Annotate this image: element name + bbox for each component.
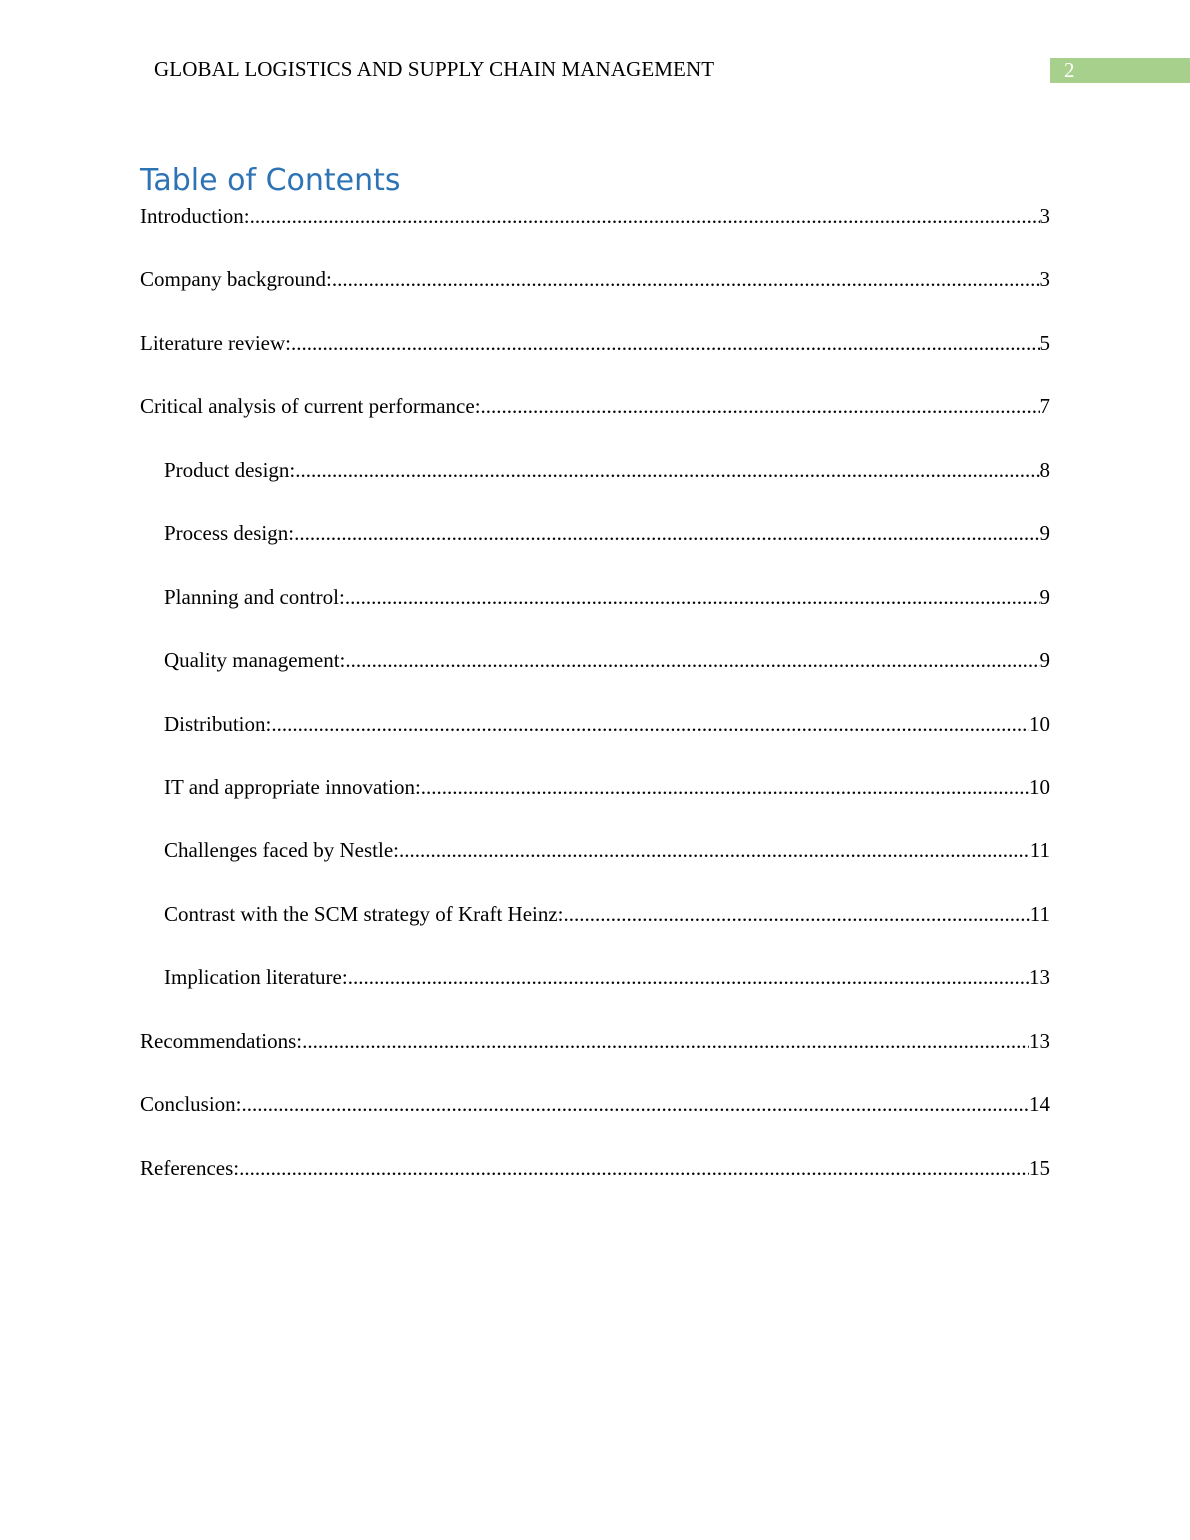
- toc-entry-label: References:: [140, 1155, 240, 1180]
- toc-entry-page: 9: [1039, 648, 1050, 673]
- toc-dot-leader: [302, 1025, 1029, 1057]
- toc-dot-leader: [481, 390, 1040, 422]
- toc-dot-leader: [564, 898, 1030, 930]
- toc-entry-label: Introduction:: [140, 204, 250, 228]
- toc-entry-introduction[interactable]: [140, 200, 1050, 263]
- toc-entry-page: 13: [1029, 965, 1050, 990]
- toc-entry-challenges-nestle[interactable]: [140, 834, 1050, 897]
- toc-entry-page: 5: [1039, 330, 1050, 355]
- toc-entry-page: 9: [1039, 584, 1050, 609]
- toc-entry-it-and-innovation[interactable]: [140, 771, 1050, 834]
- toc-entry-references[interactable]: [140, 1152, 1050, 1215]
- running-head: GLOBAL LOGISTICS AND SUPPLY CHAIN MANAGEMENT: [154, 57, 715, 81]
- toc-entry-label: Conclusion:: [140, 1092, 242, 1117]
- toc-entry-distribution[interactable]: [140, 708, 1050, 771]
- toc-entry-label: Literature review:: [140, 330, 291, 355]
- toc-entry-label: Challenges faced by Nestle:: [164, 838, 399, 863]
- toc-entry-product-design[interactable]: [140, 454, 1050, 517]
- toc-dot-leader: [421, 771, 1029, 803]
- toc-entry-page: 15: [1029, 1155, 1050, 1180]
- page-number: 2: [1064, 58, 1075, 82]
- toc-entry-label: Quality management:: [164, 648, 346, 673]
- toc-entry-label: Implication literature:: [164, 965, 348, 990]
- toc-entry-label: Product design:: [164, 457, 296, 482]
- toc-dot-leader: [294, 517, 1039, 549]
- toc-entry-conclusion[interactable]: [140, 1088, 1050, 1151]
- toc-entry-label: Distribution:: [164, 711, 272, 736]
- toc-dot-leader: [399, 834, 1030, 866]
- toc-entry-critical-analysis[interactable]: [140, 390, 1050, 453]
- toc-entry-literature-review[interactable]: [140, 327, 1050, 390]
- toc-entry-page: 13: [1029, 1028, 1050, 1053]
- toc-dot-leader: [250, 200, 1040, 232]
- toc-entry-label: Company background:: [140, 267, 332, 292]
- toc-dot-leader: [242, 1088, 1029, 1120]
- toc-dot-leader: [271, 708, 1029, 740]
- toc-entry-recommendations[interactable]: [140, 1025, 1050, 1088]
- toc-dot-leader: [239, 1152, 1029, 1184]
- toc-entry-label: Process design:: [164, 521, 295, 546]
- toc-entry-page: 3: [1039, 267, 1050, 292]
- toc-dot-leader: [345, 644, 1039, 676]
- toc-entry-page: 11: [1029, 901, 1050, 926]
- toc-entry-label: Critical analysis of current performance:: [140, 394, 481, 419]
- toc-dot-leader: [332, 263, 1040, 295]
- toc-entry-page: 10: [1029, 774, 1050, 799]
- toc-list: [140, 200, 1050, 1215]
- toc-entry-label: IT and appropriate innovation:: [164, 774, 421, 799]
- toc-entry-page: 10: [1029, 711, 1050, 736]
- toc-entry-page: 9: [1039, 521, 1050, 546]
- page-header: [0, 0, 1190, 100]
- toc-entry-implication-literature[interactable]: [140, 961, 1050, 1024]
- toc-dot-leader: [291, 327, 1040, 359]
- toc-entry-page: 7: [1039, 394, 1050, 419]
- toc-entry-company-background[interactable]: [140, 263, 1050, 326]
- toc-entry-page: 3: [1039, 204, 1050, 228]
- toc-entry-label: Planning and control:: [164, 584, 345, 609]
- toc-dot-leader: [295, 454, 1039, 486]
- toc-dot-leader: [348, 961, 1029, 993]
- toc-entry-label: Contrast with the SCM strategy of Kraft Heinz:: [164, 901, 564, 926]
- toc-entry-page: 11: [1029, 838, 1050, 863]
- page-number-badge: [1050, 58, 1190, 83]
- toc-entry-process-design[interactable]: [140, 517, 1050, 580]
- toc-entry-quality-management[interactable]: [140, 644, 1050, 707]
- toc-entry-contrast-kraft-heinz[interactable]: [140, 898, 1050, 961]
- toc-entry-page: 14: [1029, 1092, 1050, 1117]
- toc-title: Table of Contents: [140, 163, 401, 198]
- toc-entry-page: 8: [1039, 457, 1050, 482]
- toc-dot-leader: [345, 581, 1040, 613]
- toc-entry-label: Recommendations:: [140, 1028, 303, 1053]
- toc-entry-planning-and-control[interactable]: [140, 581, 1050, 644]
